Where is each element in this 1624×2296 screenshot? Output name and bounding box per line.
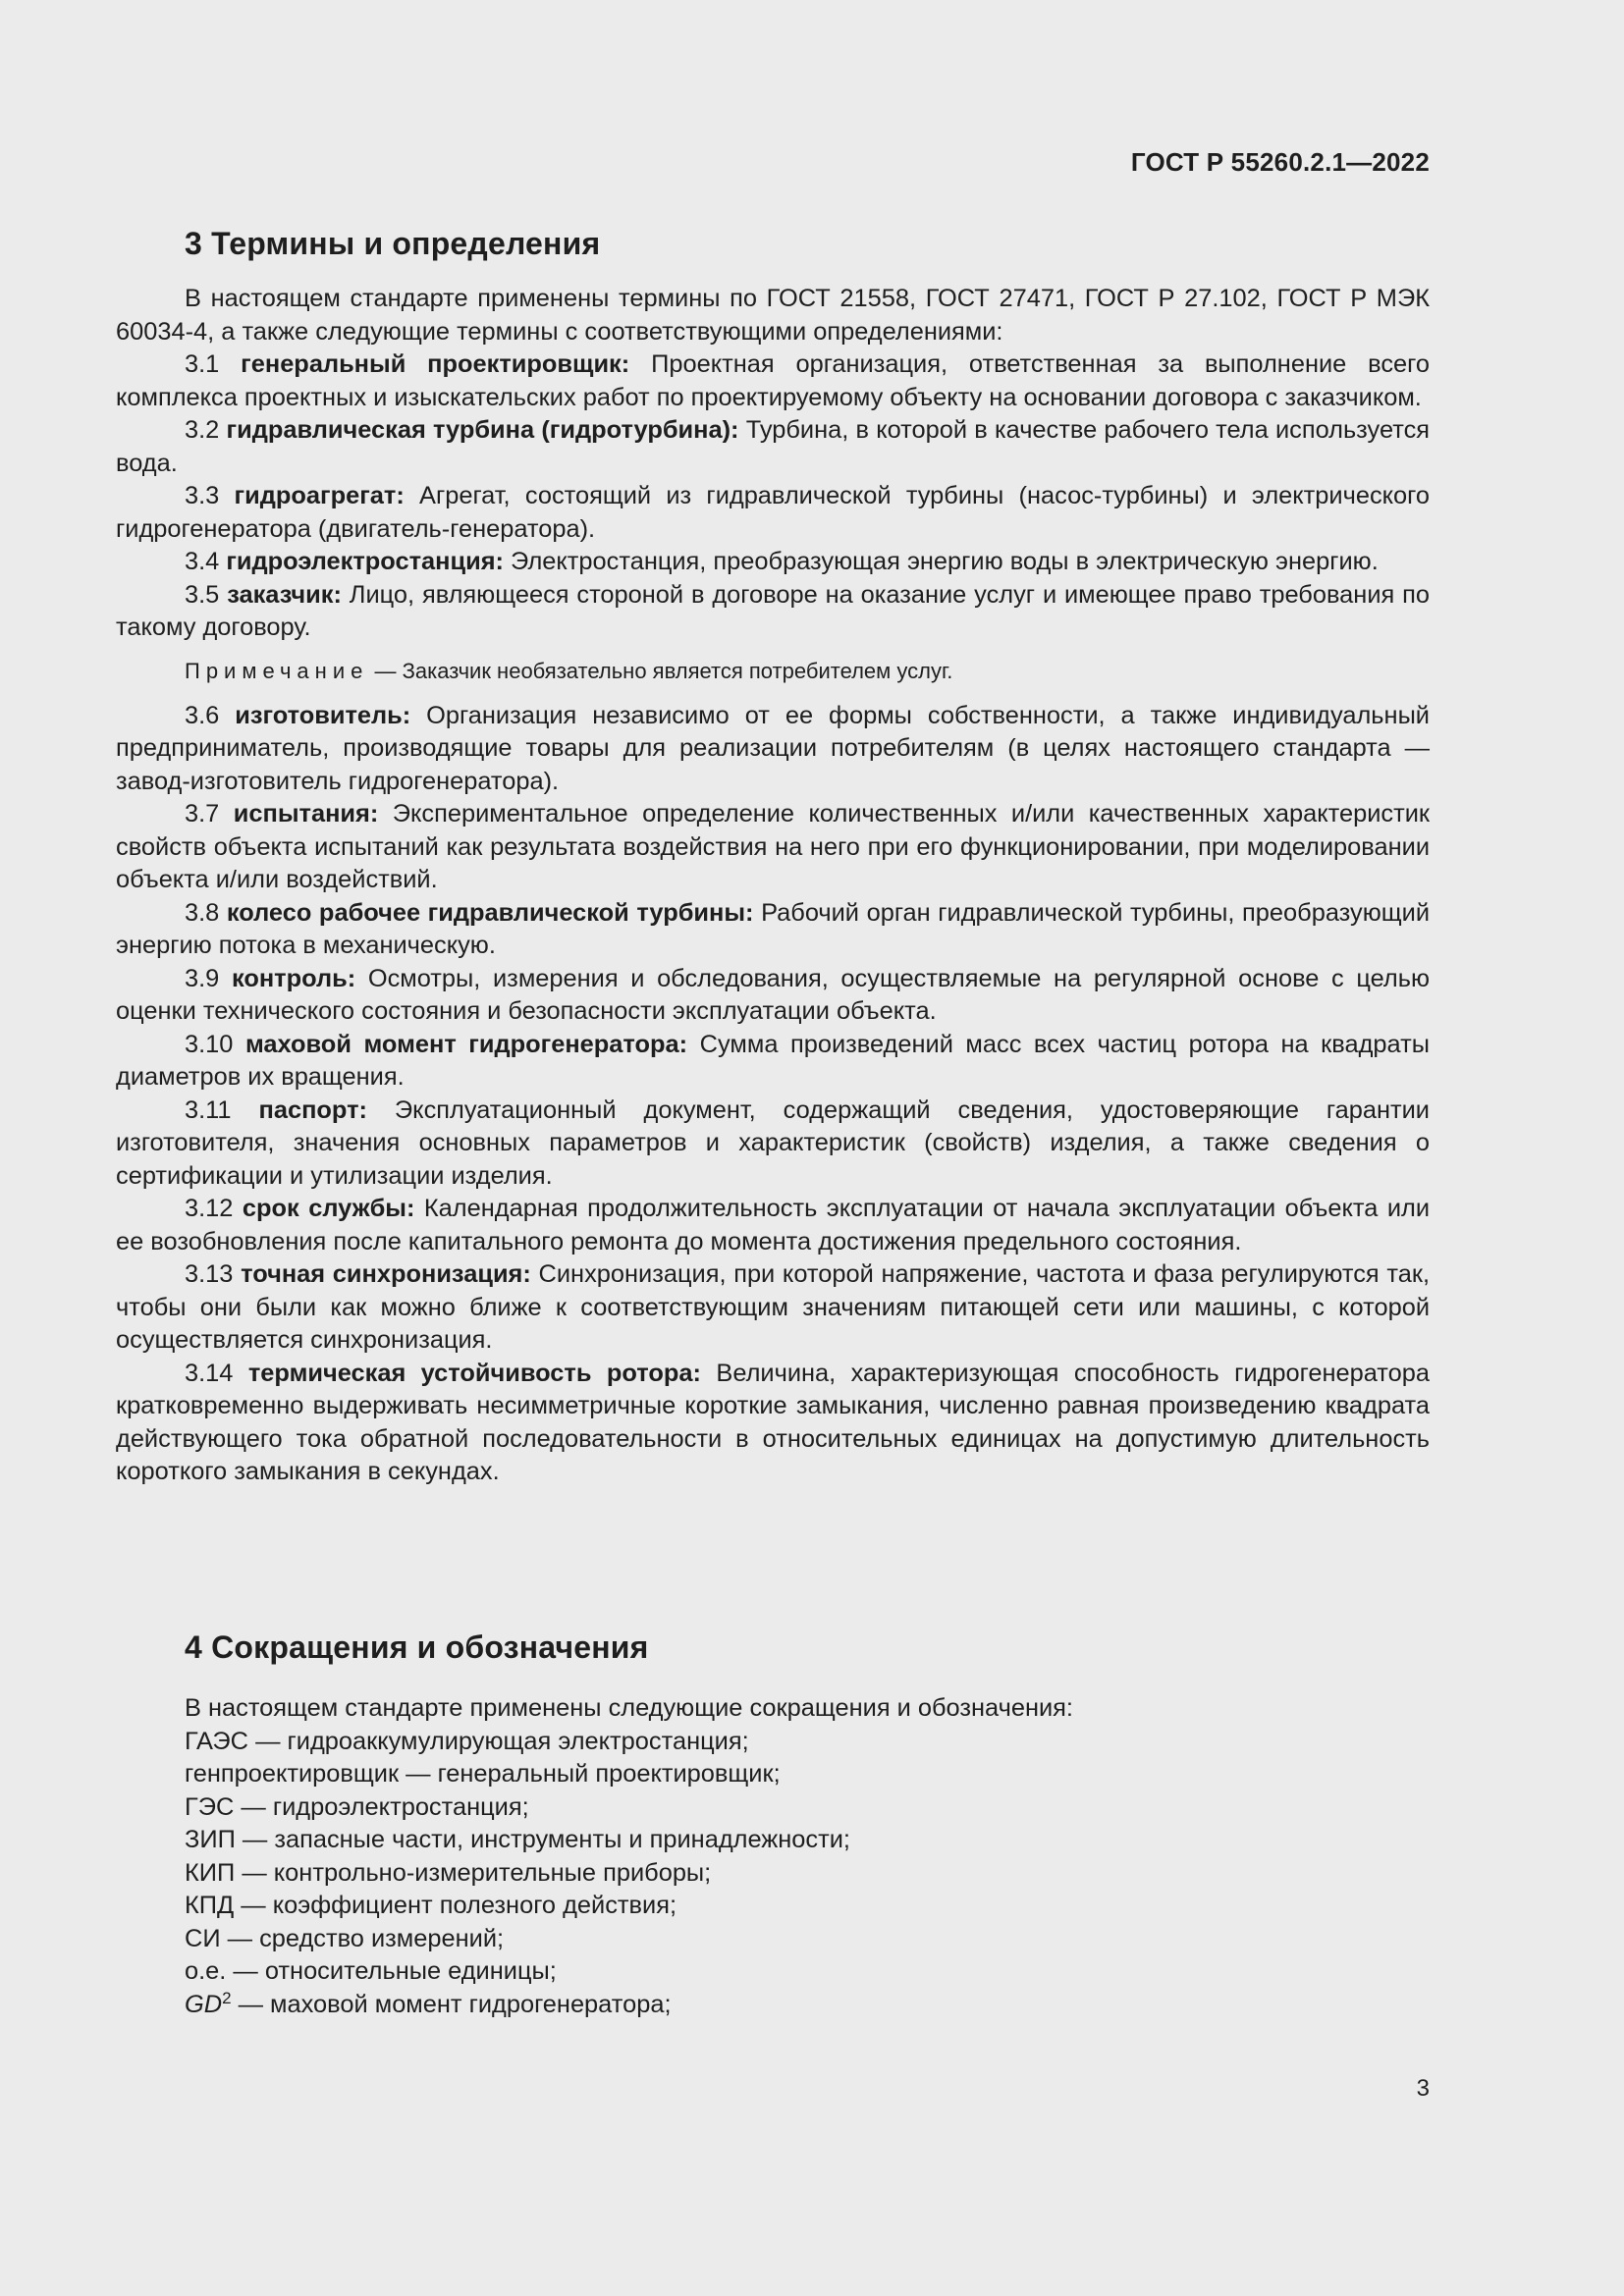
section-3-title: 3 Термины и определения [185,226,601,261]
term-definition: Величина, характеризующая способность гидрогенератора кратковременно выдерживать несимметричные короткие замыкания, численно равная произведению квадрата действующего тока обратной последовательности в относительных единицах на допустимую длительность короткого замыкания в секундах. [116,1359,1431,1485]
term-definition: Турбина, в которой в качестве рабочего тела используется вода. [116,416,1431,477]
term-entry [116,897,1430,963]
document-id: ГОСТ Р 55260.2.1—2022 [1130,147,1430,177]
term-name: термическая устойчивость ротора: [247,1359,701,1387]
term-entry [116,579,1430,645]
abbreviation-item: ГАЭС — гидроаккумулирующая электростанция; [185,1727,749,1755]
term-name: заказчик: [227,580,342,609]
term-entry [116,480,1430,546]
term-number: 3.5 [185,580,220,609]
term-number: 3.6 [185,701,220,729]
abbreviation-item: СИ — средство измерений; [185,1924,505,1952]
term-number: 3.8 [185,898,220,927]
term-name: точная синхронизация: [241,1260,531,1288]
term-name: гидравлическая турбина (гидротурбина): [226,416,739,444]
symbol-definition: — маховой момент гидрогенератора; [231,1990,672,2018]
term-name: маховой момент гидрогенератора: [244,1030,688,1058]
term-entry [116,1095,1430,1194]
term-entry [116,414,1430,480]
term-name: гидроагрегат: [234,482,405,509]
term-number: 3.10 [185,1030,234,1058]
term-entry [116,1258,1430,1358]
term-entry [116,348,1430,414]
note [185,657,1430,686]
terms-list-a [116,348,1430,645]
term-number: 3.2 [185,416,220,444]
term-number: 3.1 [185,350,220,378]
term-name: испытания: [233,800,379,828]
note-label: Примечание [185,658,369,683]
note-text: Заказчик необязательно является потребителем услуг. [402,658,953,683]
abbreviation-list [185,1726,1430,1989]
terms-list-b [116,700,1430,1489]
term-number: 3.4 [185,548,220,575]
term-entry [116,1358,1430,1489]
section-4-title: 4 Сокращения и обозначения [185,1629,649,1665]
document-page [116,0,1430,2296]
term-name: изготовитель: [235,701,411,729]
term-definition: Календарная продолжительность эксплуатации от начала эксплуатации объекта или ее возобновления после капитального ремонта до момента достижения предельного состояния. [116,1195,1431,1255]
abbreviation-item: КИП — контрольно-измерительные приборы; [185,1858,712,1887]
term-entry [116,1193,1430,1258]
term-number: 3.14 [185,1359,234,1387]
abbreviation-item-gd2 [185,1989,1430,2022]
term-entry [116,963,1430,1029]
term-name: колесо рабочее гидравлической турбины: [226,898,754,927]
term-name: контроль: [231,964,356,992]
term-name: срок службы: [242,1195,415,1222]
term-definition: Экспериментальное определение количественных и/или качественных характеристик свойств объекта испытаний как результата воздействия на него при его функционировании, при моделировании объекта и/или воздействий. [116,800,1430,893]
term-definition: Рабочий орган гидравлической турбины, преобразующий энергию потока в механическую. [116,898,1431,959]
section-4-body [185,1692,1430,2021]
section-4-intro: В настоящем стандарте применены следующие сокращения и обозначения: [185,1694,1073,1722]
section-3-intro: В настоящем стандарте применены термины по ГОСТ 21558, ГОСТ 27471, ГОСТ Р 27.102, ГОСТ Р МЭК 60034-4, а также следующие термины с соответствующими определениями: [116,285,1430,346]
page-number: 3 [1416,2075,1430,2102]
term-definition: Лицо, являющееся стороной в договоре на оказание услуг и имеющее право требования по такому договору. [116,580,1431,641]
term-definition: Эксплуатационный документ, содержащий сведения, удостоверяющие гарантии изготовителя, значения основных параметров и характеристик (свойств) изделия, а также сведения о сертификации и утилизации изделия. [116,1095,1430,1190]
term-definition: Осмотры, измерения и обследования, осуществляемые на регулярной основе с целью оценки технического состояния и безопасности эксплуатации объекта. [116,964,1431,1025]
term-name: паспорт: [258,1095,367,1124]
term-number: 3.11 [185,1095,232,1124]
term-number: 3.7 [185,800,220,828]
term-number: 3.9 [185,964,220,992]
term-entry [116,700,1430,799]
abbreviation-item: КПД — коэффициент полезного действия; [185,1892,677,1919]
term-name: гидроэлектростанция: [226,548,504,575]
symbol-gd: GD [185,1990,223,2018]
term-definition: Синхронизация, при которой напряжение, частота и фаза регулируются так, чтобы они были как можно ближе к соответствующим значениям питающей сети или машины, с которой осуществляется синхронизация. [116,1260,1430,1354]
note-dash: — [374,658,397,683]
term-number: 3.3 [185,482,220,509]
abbreviation-item: генпроектировщик — генеральный проектировщик; [185,1760,781,1788]
abbreviation-item: ЗИП — запасные части, инструменты и принадлежности; [185,1826,850,1853]
term-definition: Сумма произведений масс всех частиц ротора на квадраты диаметров их вращения. [116,1030,1430,1091]
term-definition: Агрегат, состоящий из гидравлической турбины (насос-турбины) и электрического гидрогенератора (двигатель-генератора). [116,482,1430,543]
symbol-superscript: 2 [222,1988,232,2007]
term-name: генеральный проектировщик: [241,350,630,378]
section-3-body [116,283,1430,1489]
term-number: 3.13 [185,1260,234,1288]
abbreviation-item: ГЭС — гидроэлектростанция; [185,1792,529,1821]
term-definition: Электростанция, преобразующая энергию воды в электрическую энергию. [511,548,1379,575]
term-entry [116,798,1430,897]
term-entry [116,546,1430,579]
term-number: 3.12 [185,1195,234,1222]
abbreviation-item: о.е. — относительные единицы; [185,1957,557,1985]
term-definition: Проектная организация, ответственная за выполнение всего комплекса проектных и изыскательских работ по проектируемому объекту на основании договора с заказчиком. [116,350,1430,411]
term-definition: Организация независимо от ее формы собственности, а также индивидуальный предприниматель, производящие товары для реализации потребителям (в целях настоящего стандарта — завод-изготовитель гидрогенератора). [116,701,1430,795]
term-entry [116,1029,1430,1095]
